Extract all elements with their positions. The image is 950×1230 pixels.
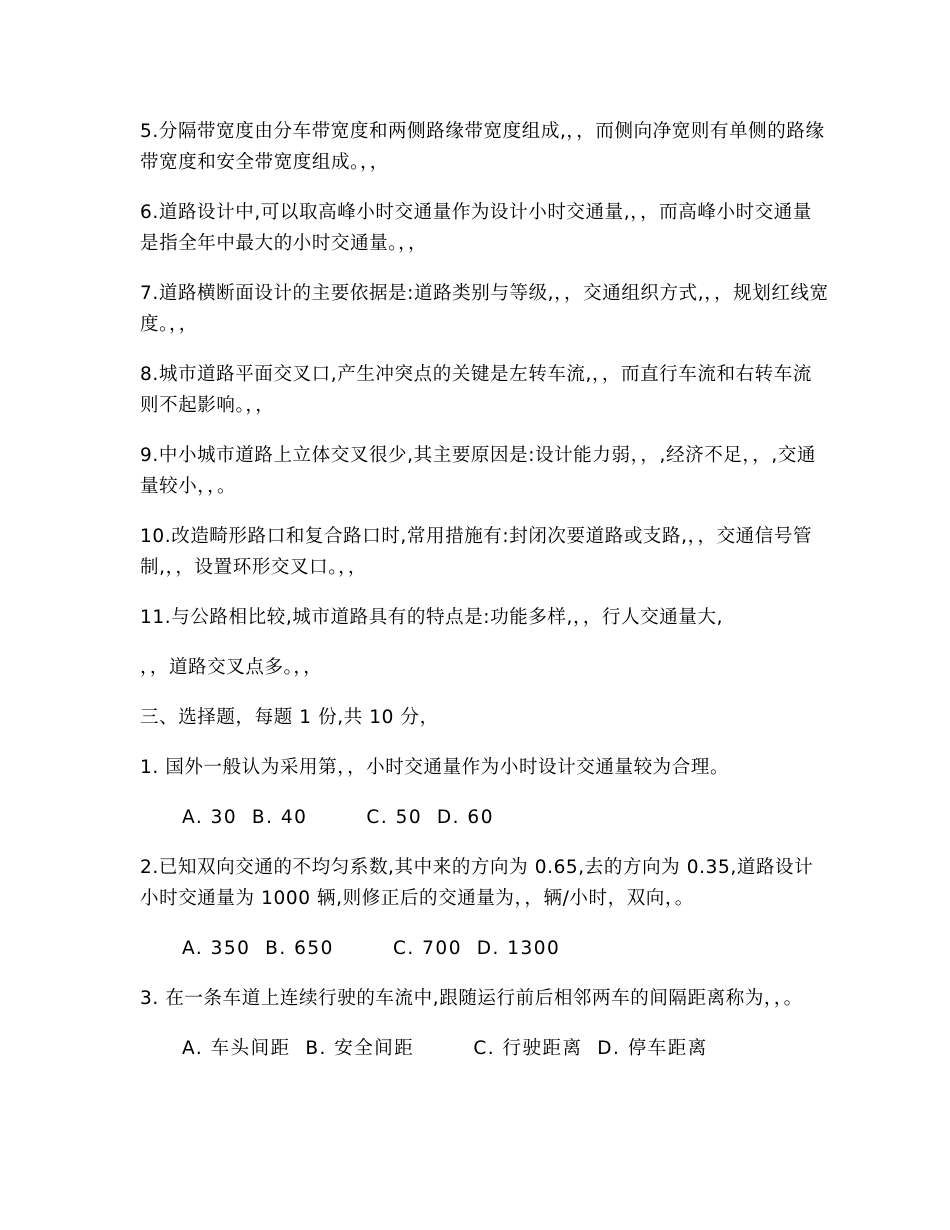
- choice-question-3-options: A. 车头间距 B. 安全间距 C. 行驶距离 D. 停车距离: [182, 1038, 708, 1059]
- fill-question-10: 10.改造畸形路口和复合路口时,常用措施有:封闭次要道路或支路,，，交通信号管制,，，设置环形交叉口。，，: [140, 526, 813, 578]
- section-title-choice: 三、选择题，每题 1 份,共 10 分，: [140, 707, 439, 728]
- fill-question-11-continued: ，，道路交叉点多。，，: [140, 657, 323, 678]
- fill-question-8: 8.城市道路平面交叉口,产生冲突点的关键是左转车流,，，而直行车流和右转车流则不起影响。，，: [140, 364, 812, 416]
- fill-question-5: 5.分隔带宽度由分车带宽度和两侧路缘带宽度组成,，，而侧向净宽则有单侧的路缘带宽度和安全带宽度组成。，，: [140, 121, 825, 173]
- choice-question-1: 1. 国外一般认为采用第，，小时交通量作为小时设计交通量较为合理。: [140, 757, 730, 778]
- choice-question-2-options: A. 350 B. 650 C. 700 D. 1300: [182, 938, 561, 959]
- fill-question-7: 7.道路横断面设计的主要依据是:道路类别与等级,，，交通组织方式,，，规划红线宽度。，，: [140, 283, 829, 335]
- fill-question-6: 6.道路设计中,可以取高峰小时交通量作为设计小时交通量,，，而高峰小时交通量是指全年中最大的小时交通量。，，: [140, 202, 812, 254]
- fill-question-9: 9.中小城市道路上立体交叉很少,其主要原因是:设计能力弱，，,经济不足，，,交通量较小，，。: [140, 445, 817, 497]
- choice-question-3: 3. 在一条车道上连续行驶的车流中,跟随运行前后相邻两车的间隔距离称为，，。: [140, 988, 803, 1009]
- choice-question-1-options: A. 30 B. 40 C. 50 D. 60: [182, 807, 494, 828]
- choice-question-2: 2.已知双向交通的不均匀系数,其中来的方向为 0.65,去的方向为 0.35,道路设计小时交通量为 1000 辆,则修正后的交通量为，，辆/小时，双向，。: [140, 857, 814, 909]
- fill-question-11: 11.与公路相比较,城市道路具有的特点是:功能多样,，，行人交通量大,: [140, 607, 724, 628]
